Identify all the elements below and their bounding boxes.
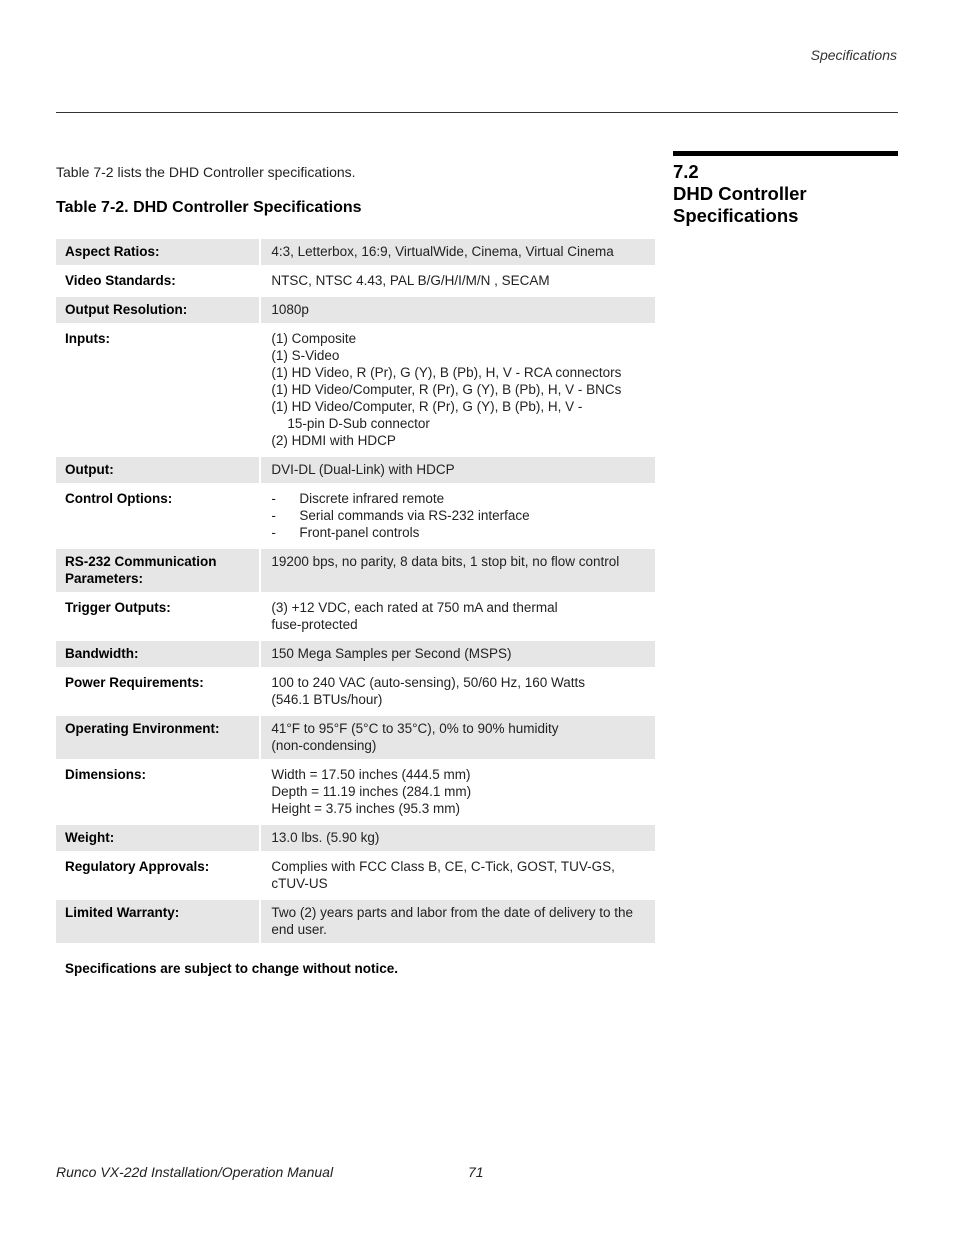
input-line: (1) HD Video/Computer, R (Pr), G (Y), B (Pb), H, V - BNCs (271, 382, 622, 397)
header-rule (56, 112, 898, 113)
row-label: Output Resolution: (56, 297, 261, 323)
value-line: Complies with FCC Class B, CE, C-Tick, GOST, TUV-GS, (271, 859, 615, 874)
section-title-line2: Specifications (673, 205, 799, 226)
section-rule (673, 151, 898, 156)
table-row (56, 268, 655, 294)
value-line: 41°F to 95°F (5°C to 35°C), 0% to 90% humidity (271, 721, 559, 736)
bullet-marker: - (271, 525, 276, 540)
section-heading (673, 161, 898, 227)
table-title: Table 7-2. DHD Controller Specifications (56, 199, 362, 216)
running-head: Specifications (810, 47, 897, 63)
value-line: 100 to 240 VAC (auto-sensing), 50/60 Hz, 160 Watts (271, 675, 585, 690)
value-line: Depth = 11.19 inches (284.1 mm) (271, 784, 472, 799)
input-line: (2) HDMI with HDCP (271, 433, 396, 448)
value-line: Width = 17.50 inches (444.5 mm) (271, 767, 471, 782)
table-row (56, 239, 655, 265)
value-line: cTUV-US (271, 876, 328, 891)
row-label: Operating Environment: (56, 716, 261, 759)
table-row (56, 825, 655, 851)
row-value: 150 Mega Samples per Second (MSPS) (261, 641, 655, 667)
input-line: 15-pin D-Sub connector (287, 416, 430, 431)
row-label: Output: (56, 457, 261, 483)
table-row (56, 595, 655, 638)
table-row (56, 486, 655, 546)
input-line: (1) HD Video, R (Pr), G (Y), B (Pb), H, V - RCA connectors (271, 365, 622, 380)
row-value (261, 670, 655, 713)
row-label: Bandwidth: (56, 641, 261, 667)
bullet-marker: - (271, 508, 276, 523)
table-row (56, 549, 655, 592)
specifications-table (56, 236, 655, 946)
row-value: 1080p (261, 297, 655, 323)
row-value: NTSC, NTSC 4.43, PAL B/G/H/I/M/N , SECAM (271, 273, 550, 288)
value-line: fuse-protected (271, 617, 358, 632)
value-line: Height = 3.75 inches (95.3 mm) (271, 801, 461, 816)
table-row (56, 297, 655, 323)
row-label: Regulatory Approvals: (56, 854, 261, 897)
input-line: (1) Composite (271, 331, 357, 346)
bullet-item (271, 524, 646, 541)
bullet-marker: - (271, 491, 276, 506)
row-label: Video Standards: (56, 268, 261, 294)
bullet-item (271, 490, 646, 507)
row-label: Limited Warranty: (56, 900, 261, 943)
row-value (261, 716, 655, 759)
row-value: 13.0 lbs. (5.90 kg) (261, 825, 655, 851)
row-value (261, 854, 655, 897)
table-row (56, 716, 655, 759)
table-row (56, 900, 655, 943)
row-label: Inputs: (56, 326, 261, 454)
row-value: DVI-DL (Dual-Link) with HDCP (261, 457, 655, 483)
bullet-item (271, 507, 646, 524)
value-line: Two (2) years parts and labor from the date of delivery to the (271, 905, 634, 920)
row-label: Dimensions: (56, 762, 261, 822)
table-row (56, 670, 655, 713)
row-label-line: RS-232 Communication (65, 554, 217, 569)
table-footnote: Specifications are subject to change without notice. (65, 961, 399, 976)
value-line: (non-condensing) (271, 738, 377, 753)
row-value (261, 900, 655, 943)
bullet-text: Serial commands via RS-232 interface (299, 508, 530, 523)
intro-text: Table 7-2 lists the DHD Controller specifications. (56, 164, 356, 180)
value-line: end user. (271, 922, 327, 937)
page-number: 71 (468, 1164, 484, 1180)
row-value (261, 595, 655, 638)
table-row (56, 762, 655, 822)
bullet-text: Front-panel controls (299, 525, 420, 540)
row-label: Trigger Outputs: (56, 595, 261, 638)
row-label-line: Parameters: (65, 571, 144, 586)
row-label: Power Requirements: (56, 670, 261, 713)
table-row (56, 326, 655, 454)
table-row (56, 457, 655, 483)
section-number: 7.2 (673, 161, 699, 182)
row-label: Aspect Ratios: (56, 239, 261, 265)
table-row (56, 641, 655, 667)
row-value (261, 326, 655, 454)
row-value (261, 486, 655, 546)
table-row (56, 854, 655, 897)
footer-manual-title: Runco VX-22d Installation/Operation Manual (56, 1164, 334, 1180)
row-value (261, 762, 655, 822)
input-line: (1) HD Video/Computer, R (Pr), G (Y), B (Pb), H, V - (271, 399, 583, 414)
row-value: 19200 bps, no parity, 8 data bits, 1 stop bit, no flow control (261, 549, 655, 592)
row-value: 4:3, Letterbox, 16:9, VirtualWide, Cinema, Virtual Cinema (261, 239, 655, 265)
section-title-line1: DHD Controller (673, 183, 807, 204)
value-line: (3) +12 VDC, each rated at 750 mA and thermal (271, 600, 558, 615)
row-label: Weight: (56, 825, 261, 851)
value-line: (546.1 BTUs/hour) (271, 692, 383, 707)
bullet-text: Discrete infrared remote (299, 491, 445, 506)
input-line: (1) S-Video (271, 348, 340, 363)
row-label: Control Options: (56, 486, 261, 546)
row-label (56, 549, 261, 592)
